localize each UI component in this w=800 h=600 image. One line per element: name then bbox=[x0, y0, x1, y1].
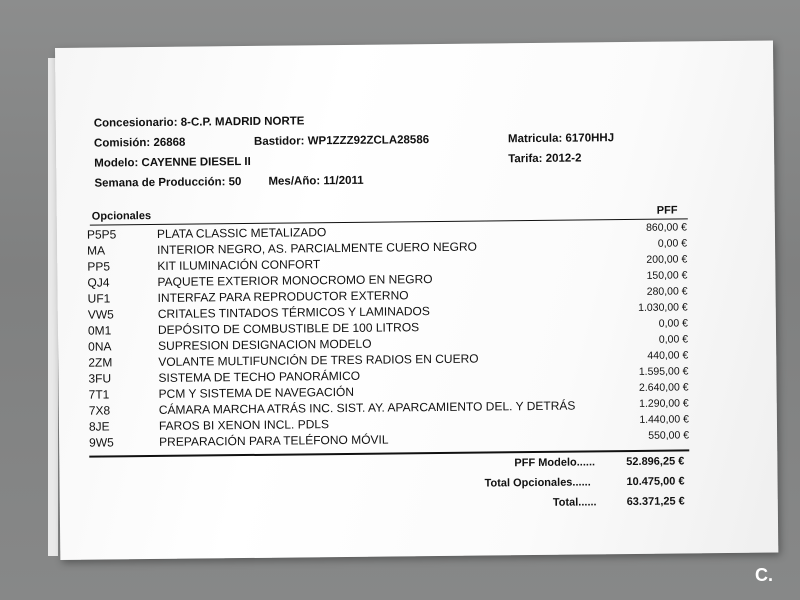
option-description: PCM Y SISTEMA DE NAVEGACIÓN bbox=[158, 384, 355, 401]
option-description: SISTEMA DE TECHO PANORÁMICO bbox=[158, 368, 361, 385]
option-price: 550,00 € bbox=[648, 429, 690, 442]
pff-model-label: PFF Modelo...... bbox=[514, 456, 596, 470]
option-code: 2ZM bbox=[88, 355, 113, 370]
option-price: 1.440,00 € bbox=[639, 413, 689, 426]
option-price: 280,00 € bbox=[646, 285, 688, 298]
dealer-field: Concesionario: 8-C.P. MADRID NORTE bbox=[93, 115, 305, 130]
option-code: VW5 bbox=[87, 307, 114, 322]
option-price: 860,00 € bbox=[645, 221, 687, 234]
option-code: 8JE bbox=[88, 419, 110, 434]
option-code: P5P5 bbox=[86, 227, 117, 242]
total-options-label: Total Opcionales...... bbox=[484, 476, 591, 490]
option-price: 1.290,00 € bbox=[639, 397, 689, 410]
production-week-field: Semana de Producción: 50 bbox=[94, 176, 242, 190]
option-description: SUPRESION DESIGNACION MODELO bbox=[158, 336, 372, 353]
option-code: 3FU bbox=[88, 371, 112, 386]
option-code: 0M1 bbox=[87, 323, 112, 338]
option-code: QJ4 bbox=[87, 275, 110, 290]
option-description: CRITALES TINTADOS TÉRMICOS Y LAMINADOS bbox=[157, 304, 430, 321]
month-year-field: Mes/Año: 11/2011 bbox=[268, 174, 364, 188]
price-sheet bbox=[55, 40, 778, 559]
option-price: 150,00 € bbox=[646, 269, 688, 282]
option-code: 7X8 bbox=[88, 403, 111, 418]
total-options-value: 10.475,00 € bbox=[626, 475, 685, 489]
pff-column-header: PFF bbox=[656, 204, 678, 217]
option-code: PP5 bbox=[87, 259, 111, 274]
option-description: VOLANTE MULTIFUNCIÓN DE TRES RADIOS EN CUERO bbox=[158, 351, 479, 369]
chassis-field: Bastidor: WP1ZZZ92ZCLA28586 bbox=[253, 134, 430, 148]
options-column-header: Opcionales bbox=[91, 210, 152, 223]
plate-field: Matricula: 6170HHJ bbox=[507, 132, 615, 146]
total-label: Total...... bbox=[552, 496, 597, 509]
option-description: FAROS BI XENON INCL. PDLS bbox=[158, 417, 330, 433]
option-price: 0,00 € bbox=[657, 237, 688, 250]
option-description: DEPÓSITO DE COMBUSTIBLE DE 100 LITROS bbox=[157, 320, 420, 337]
option-description: CÁMARA MARCHA ATRÁS INC. SIST. AY. APARCAMIENTO DEL. Y DETRÁS bbox=[158, 398, 576, 417]
option-description: PAQUETE EXTERIOR MONOCROMO EN NEGRO bbox=[157, 272, 433, 289]
option-description: PREPARACIÓN PARA TELÉFONO MÓVIL bbox=[159, 432, 389, 449]
option-description: KIT ILUMINACIÓN CONFORT bbox=[157, 257, 321, 273]
option-description: INTERFAZ PARA REPRODUCTOR EXTERNO bbox=[157, 288, 409, 305]
option-price: 440,00 € bbox=[647, 349, 689, 362]
option-code: 7T1 bbox=[88, 387, 110, 402]
commission-field: Comisión: 26868 bbox=[93, 136, 186, 150]
option-price: 2.640,00 € bbox=[638, 381, 689, 394]
watermark-logo: C. bbox=[755, 565, 773, 585]
rate-field: Tarifa: 2012-2 bbox=[508, 152, 582, 166]
option-description: PLATA CLASSIC METALIZADO bbox=[156, 225, 327, 241]
option-code: UF1 bbox=[87, 291, 111, 306]
option-code: MA bbox=[87, 243, 106, 258]
option-price: 0,00 € bbox=[658, 333, 689, 346]
option-price: 1.030,00 € bbox=[638, 301, 688, 314]
option-code: 0NA bbox=[88, 339, 112, 354]
option-price: 1.595,00 € bbox=[638, 365, 689, 378]
model-field: Modelo: CAYENNE DIESEL II bbox=[94, 155, 251, 170]
option-code: 9W5 bbox=[89, 435, 114, 450]
option-price: 200,00 € bbox=[646, 253, 688, 266]
total-value: 63.371,25 € bbox=[626, 495, 685, 509]
option-price: 0,00 € bbox=[658, 317, 688, 330]
pff-model-value: 52.896,25 € bbox=[626, 455, 685, 469]
option-description: INTERIOR NEGRO, AS. PARCIALMENTE CUERO NEGRO bbox=[157, 239, 478, 257]
